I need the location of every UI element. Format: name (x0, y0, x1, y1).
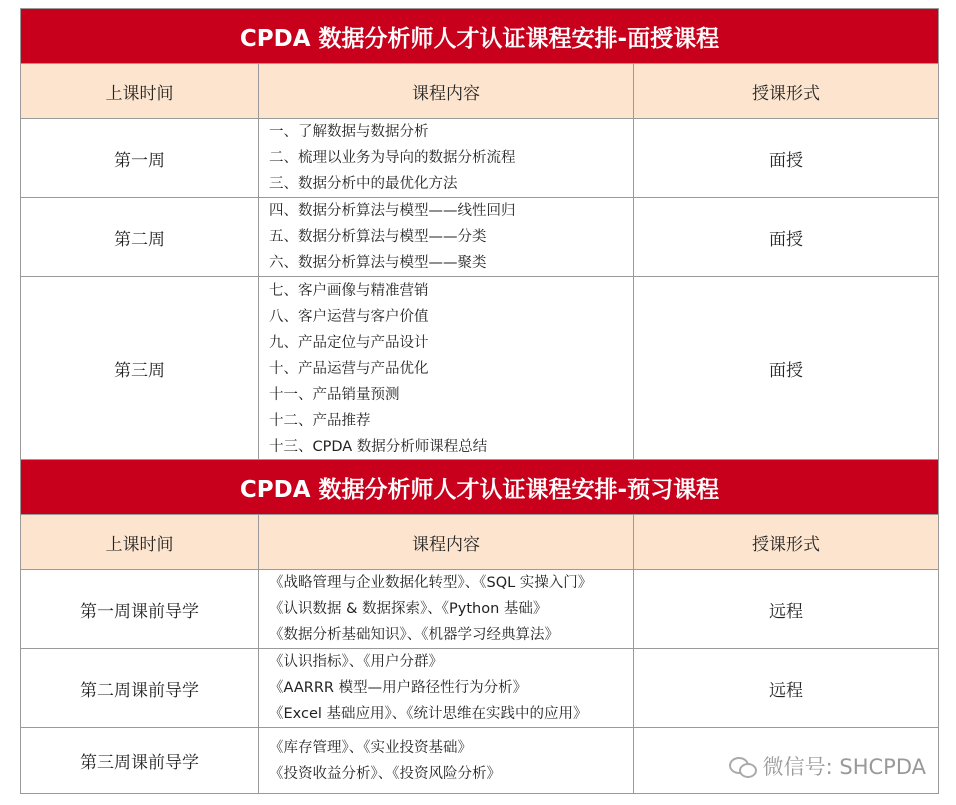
watermark-text: 微信号: SHCPDA (762, 755, 926, 779)
course-item: 八、客户运营与客户价值 (269, 308, 429, 325)
week-cell: 第三周课前导学 (21, 728, 259, 794)
table-row (21, 198, 939, 277)
course-item: 十、产品运营与产品优化 (269, 360, 429, 377)
table-row (21, 649, 939, 728)
week-cell: 第二周 (21, 198, 259, 277)
course-item: 《战略管理与企业数据化转型》、《SQL 实操入门》 (269, 575, 593, 591)
course-item: 《Excel 基础应用》、《统计思维在实践中的应用》 (269, 706, 588, 722)
header-format: 授课形式 (634, 64, 939, 119)
table-title: CPDA 数据分析师人才认证课程安排-面授课程 (21, 9, 939, 64)
table-row (21, 277, 939, 461)
course-item: 十三、CPDA 数据分析师课程总结 (269, 438, 488, 455)
course-item: 五、数据分析算法与模型——分类 (269, 229, 487, 245)
header-content: 课程内容 (259, 515, 634, 570)
format-cell: 面授 (634, 277, 939, 461)
course-item: 一、了解数据与数据分析 (269, 124, 429, 140)
content-cell (259, 728, 634, 794)
format-cell: 面授 (634, 119, 939, 198)
course-item: 三、数据分析中的最优化方法 (269, 176, 458, 192)
content-cell (259, 570, 634, 649)
week-cell: 第一周课前导学 (21, 570, 259, 649)
format-cell: 面授 (634, 198, 939, 277)
table-row (21, 119, 939, 198)
table-row (21, 570, 939, 649)
course-item: 四、数据分析算法与模型——线性回归 (269, 203, 516, 219)
week-cell: 第三周 (21, 277, 259, 461)
course-item: 《认识指标》、《用户分群》 (269, 654, 443, 670)
format-cell: 远程 (634, 649, 939, 728)
course-item: 十一、产品销量预测 (269, 386, 400, 403)
header-content: 课程内容 (259, 64, 634, 119)
format-cell: 远程 (634, 570, 939, 649)
course-item: 《AARRR 模型—用户路径性行为分析》 (269, 680, 528, 696)
content-cell (259, 198, 634, 277)
wechat-icon (729, 755, 757, 777)
header-format: 授课形式 (634, 515, 939, 570)
content-cell (259, 649, 634, 728)
header-time: 上课时间 (21, 515, 259, 570)
content-cell (259, 277, 634, 461)
header-time: 上课时间 (21, 64, 259, 119)
week-cell: 第一周 (21, 119, 259, 198)
table-title: CPDA 数据分析师人才认证课程安排-预习课程 (21, 460, 939, 515)
course-item: 九、产品定位与产品设计 (269, 334, 429, 351)
course-item: 《认识数据 & 数据探索》、《Python 基础》 (269, 601, 548, 617)
content-cell (259, 119, 634, 198)
course-item: 《库存管理》、《实业投资基础》 (269, 739, 472, 756)
course-item: 《投资收益分析》、《投资风险分析》 (269, 765, 501, 782)
watermark (729, 751, 926, 781)
week-cell: 第二周课前导学 (21, 649, 259, 728)
course-item: 《数据分析基础知识》、《机器学习经典算法》 (269, 627, 559, 643)
face-to-face-course-table (20, 8, 939, 461)
course-item: 十二、产品推荐 (269, 412, 371, 429)
course-item: 七、客户画像与精准营销 (269, 282, 429, 299)
course-item: 二、梳理以业务为导向的数据分析流程 (269, 150, 516, 166)
pre-study-course-table (20, 459, 939, 794)
course-item: 六、数据分析算法与模型——聚类 (269, 255, 487, 271)
